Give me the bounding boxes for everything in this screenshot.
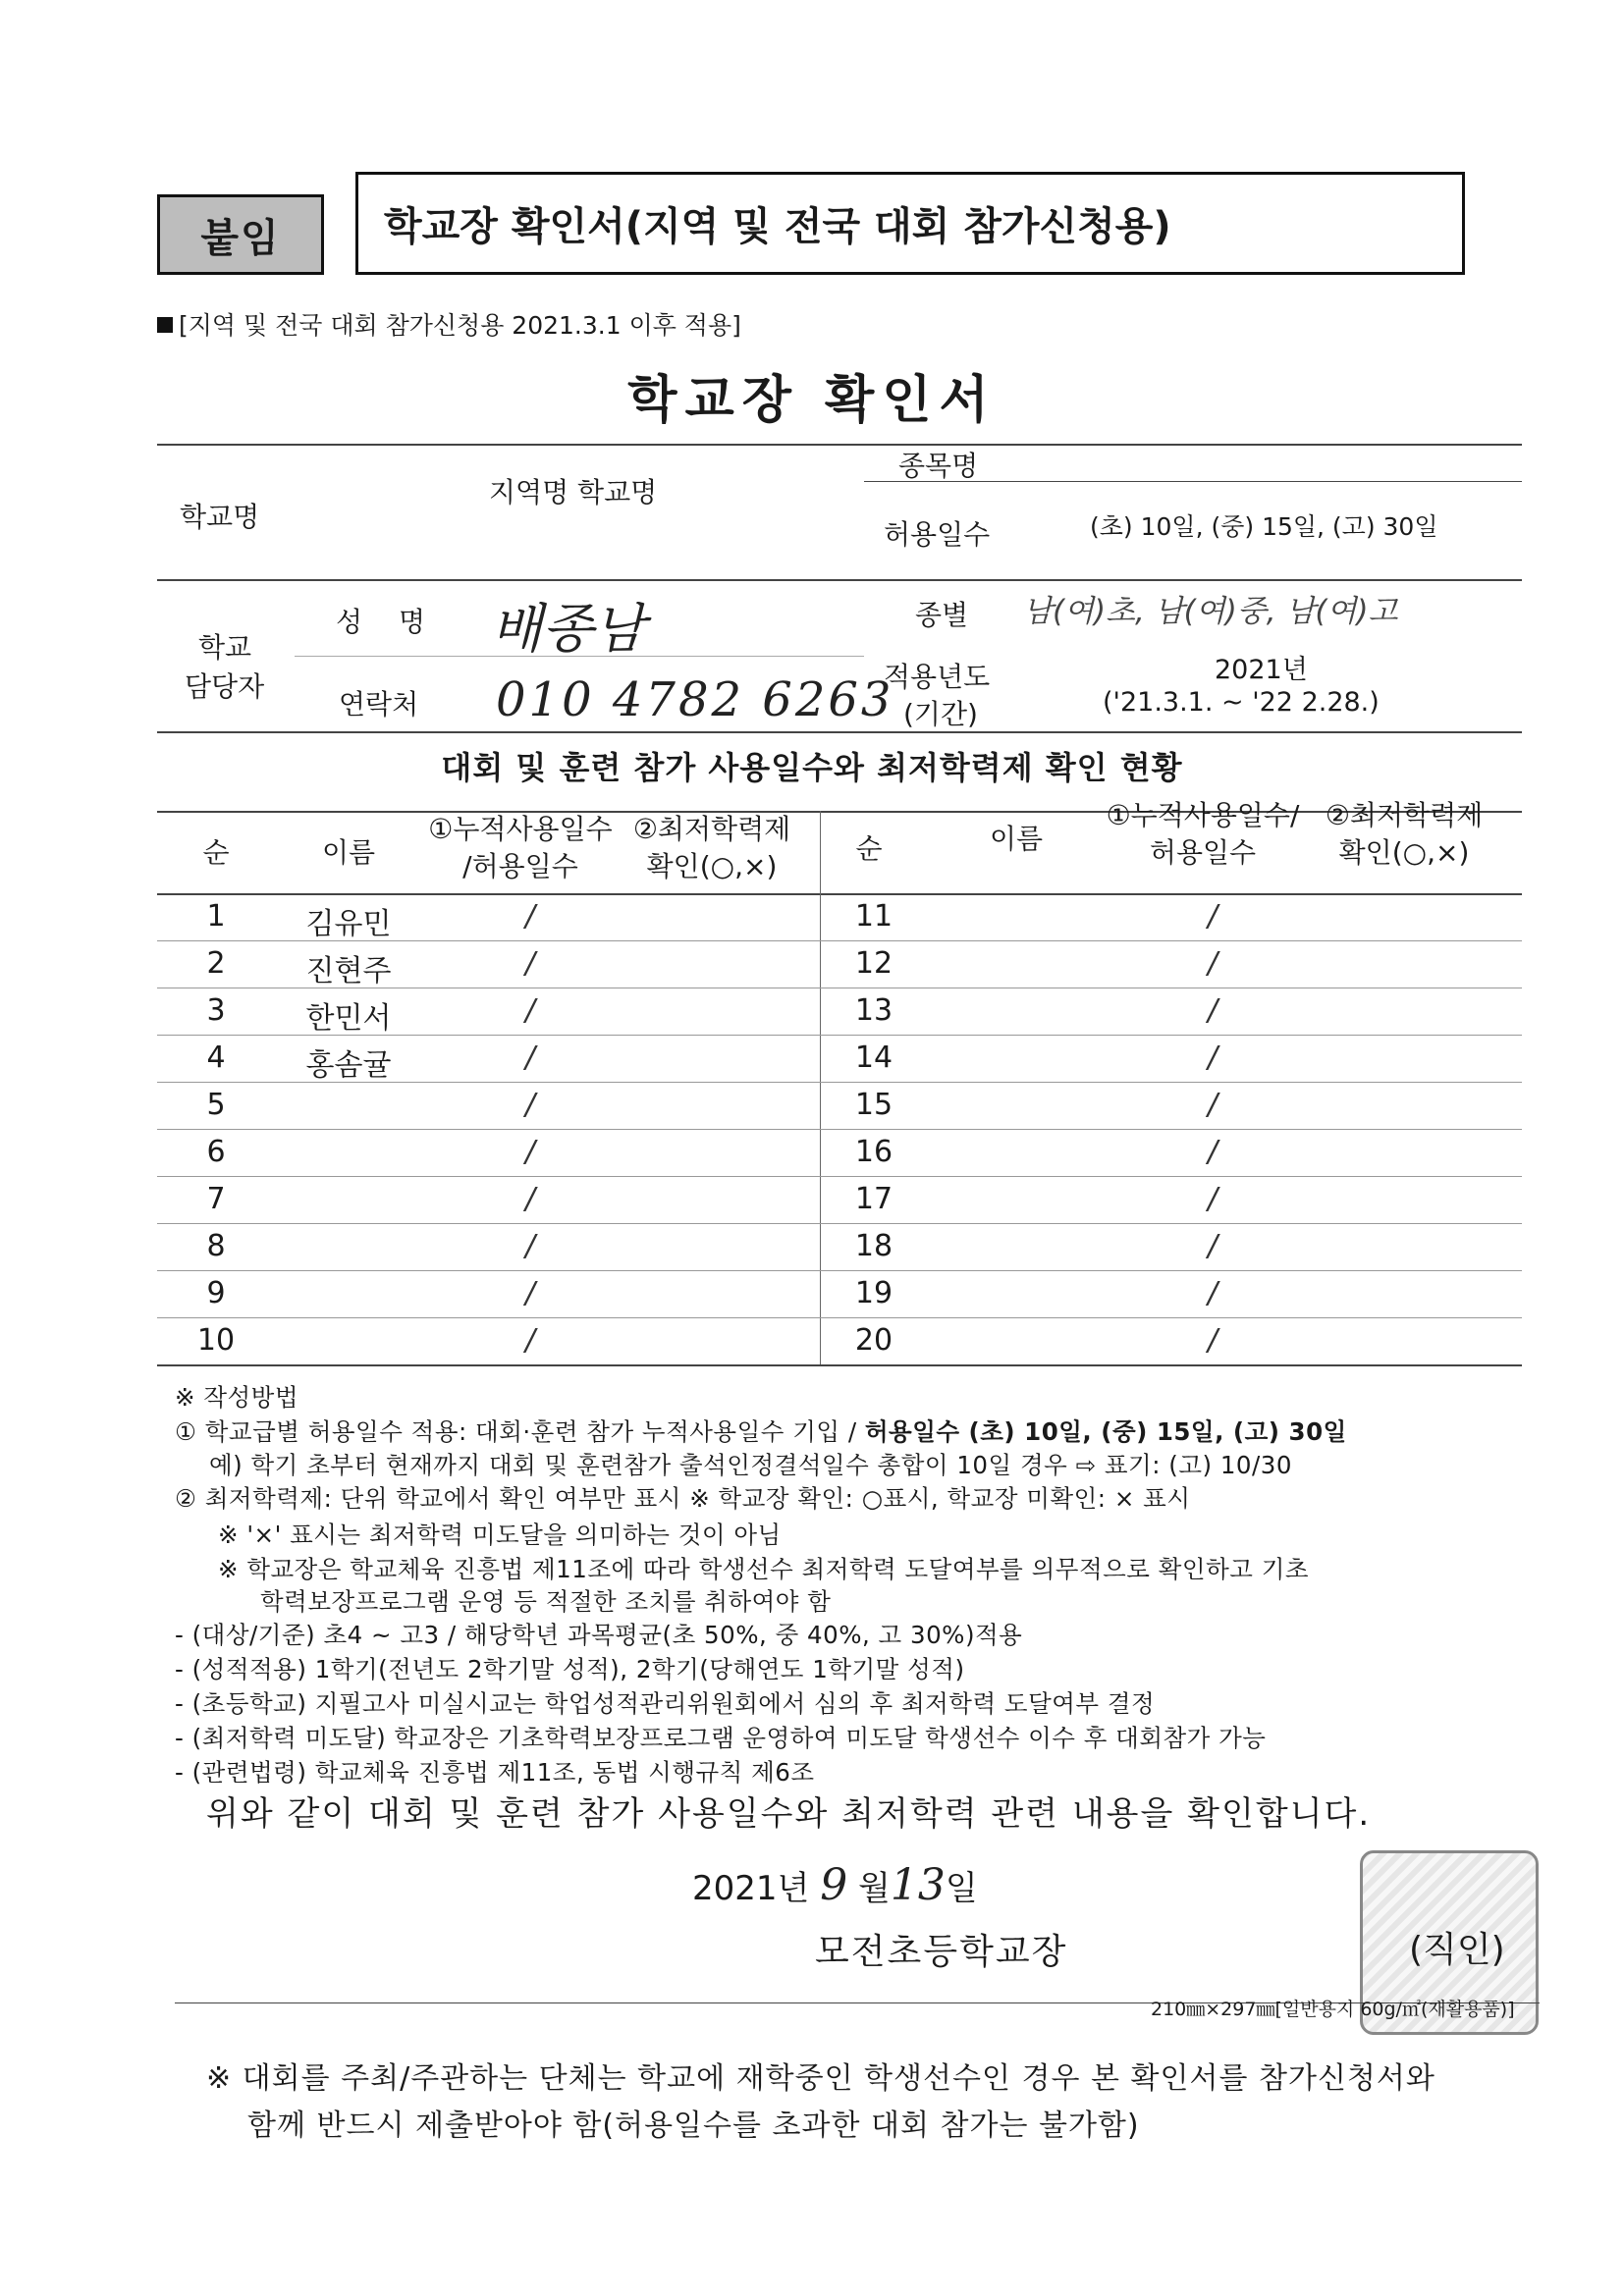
instruction-line-7: - (대상/기준) 초4 ~ 고3 / 해당학년 과목평균(초 50%, 중 40%, 고 30%)적용: [175, 1621, 1023, 1649]
year-value: 2021년: [1215, 655, 1308, 685]
row-number: 9: [206, 1276, 226, 1310]
instruction-line-6: 학력보장프로그램 운영 등 적절한 조치를 취하여야 함: [260, 1587, 832, 1616]
date-month-handwritten: 9: [820, 1860, 848, 1910]
row-number: 8: [206, 1229, 226, 1263]
manager-label-line2: 담당자: [185, 670, 265, 703]
info-top-border: [157, 444, 1522, 446]
manager-name-handwritten: 배종남: [491, 598, 645, 660]
date-day-unit: 일: [945, 1869, 978, 1908]
row-divider: [157, 1129, 1522, 1130]
instruction-line-1a: ① 학교급별 허용일수 적용: 대회·훈련 참가 누적사용일수 기입 /: [175, 1417, 865, 1446]
used-days-cell: /: [1208, 946, 1218, 981]
header-no-right: 순: [855, 832, 883, 865]
instructions-title: ※ 작성방법: [175, 1383, 298, 1412]
attachment-label: 붙임: [157, 194, 324, 275]
year-period: ('21.3.1. ~ '22 2.28.): [1103, 687, 1380, 718]
instruction-line-8: - (성적적용) 1학기(전년도 2학기말 성적), 2학기(당해연도 1학기말 성적): [175, 1655, 965, 1683]
row-number: 16: [854, 1135, 893, 1169]
year-label-line1: 적용년도: [884, 661, 991, 693]
used-days-cell: /: [1208, 993, 1218, 1028]
row-number: 12: [854, 946, 893, 981]
header-used-left-line1: ①누적사용일수: [428, 813, 613, 845]
submission-note-line2: 함께 반드시 제출받아야 함(허용일수를 초과한 대회 참가는 불가함): [247, 2109, 1140, 2143]
principal-title: 모전초등학교장: [815, 1932, 1068, 1972]
row-divider: [157, 1270, 1522, 1271]
header-used-left: [422, 811, 619, 885]
contact-handwritten: 010 4782 6263: [496, 672, 894, 727]
instruction-line-4: ※ '×' 표시는 최저학력 미도달을 의미하는 것이 아님: [218, 1521, 782, 1549]
used-days-cell: /: [1208, 1323, 1218, 1358]
header-used-right-line1: ①누적사용일수/: [1106, 799, 1300, 831]
used-days-cell: /: [1208, 1276, 1218, 1310]
header-used-right-line2: 허용일수: [1149, 836, 1257, 869]
instruction-line-1: [175, 1414, 1347, 1448]
used-days-cell: /: [525, 1323, 536, 1358]
usage-section-title: 대회 및 훈련 참가 사용일수와 최저학력제 확인 현황: [441, 749, 1183, 786]
student-name: 한민서: [305, 1001, 392, 1036]
row-number: 18: [854, 1229, 893, 1263]
signing-date: [692, 1860, 978, 1910]
row-divider: [157, 1317, 1522, 1318]
paper-spec: 210㎜×297㎜[일반용지 60g/㎡(재활용품)]: [1151, 1999, 1515, 2020]
applicability-notice: [157, 306, 741, 342]
used-days-cell: /: [525, 1229, 536, 1263]
row-divider: [157, 1176, 1522, 1177]
student-name: 진현주: [305, 954, 392, 988]
header-check-right-line1: ②최저학력제: [1325, 799, 1484, 831]
header-check-right-line2: 확인(○,×): [1338, 836, 1470, 869]
used-days-cell: /: [525, 1182, 536, 1216]
header-check-left-line1: ②최저학력제: [632, 813, 791, 845]
used-days-cell: /: [525, 899, 536, 934]
row-number: 6: [206, 1135, 226, 1169]
allowed-days-label: 허용일수: [884, 518, 991, 551]
row-number: 11: [854, 899, 893, 934]
row-number: 2: [206, 946, 226, 981]
square-bullet-icon: [157, 317, 173, 333]
used-days-cell: /: [525, 946, 536, 981]
gender-value: 남(여)초, 남(여)중, 남(여)고: [1023, 594, 1398, 629]
header-no-left: 순: [202, 836, 230, 869]
used-days-cell: /: [525, 1276, 536, 1310]
instruction-line-11: - (관련법령) 학교체육 진흥법 제11조, 동법 시행규칙 제6조: [175, 1758, 815, 1787]
date-month-unit: 월: [858, 1869, 891, 1908]
student-name: 김유민: [305, 907, 392, 941]
form-box-title: 학교장 확인서(지역 및 전국 대회 참가신청용): [355, 172, 1465, 275]
used-days-cell: /: [525, 993, 536, 1028]
date-year: 2021년: [692, 1869, 810, 1908]
used-days-cell: /: [1208, 1229, 1218, 1263]
row-number: 15: [854, 1088, 893, 1122]
row-number: 20: [854, 1323, 893, 1358]
instruction-line-2: 예) 학기 초부터 현재까지 대회 및 훈련참가 출석인정결석일수 총합이 10일 경우 ⇨ 표기: (고) 10/30: [209, 1451, 1292, 1479]
seal-label: (직인): [1409, 1930, 1505, 1970]
row-number: 5: [206, 1088, 226, 1122]
header-used-right: [1100, 797, 1306, 872]
usage-table-center-divider: [820, 811, 821, 1364]
header-check-left-line2: 확인(○,×): [646, 850, 778, 882]
row-number: 3: [206, 993, 226, 1028]
info-mid-border: [157, 579, 1522, 581]
header-name-right: 이름: [989, 823, 1044, 855]
usage-table-bottom-border: [157, 1364, 1522, 1366]
used-days-cell: /: [1208, 899, 1218, 934]
school-name-label: 학교명: [180, 501, 260, 533]
event-label: 종목명: [898, 450, 979, 482]
used-days-cell: /: [1208, 1182, 1218, 1216]
instruction-line-5: ※ 학교장은 학교체육 진흥법 제11조에 따라 학생선수 최저학력 도달여부를 의무적으로 확인하고 기초: [218, 1555, 1310, 1583]
instruction-line-1b: 허용일수 (초) 10일, (중) 15일, (고) 30일: [864, 1417, 1347, 1446]
used-days-cell: /: [1208, 1041, 1218, 1075]
row-number: 14: [854, 1041, 893, 1075]
row-number: 13: [854, 993, 893, 1028]
used-days-cell: /: [525, 1088, 536, 1122]
row-divider: [157, 1223, 1522, 1224]
manager-label-line1: 학교: [198, 631, 252, 664]
row-number: 10: [196, 1323, 236, 1358]
row-number: 4: [206, 1041, 226, 1075]
manager-name-label: 성 명: [336, 606, 439, 638]
used-days-cell: /: [1208, 1088, 1218, 1122]
confirmation-statement: 위와 같이 대회 및 훈련 참가 사용일수와 최저학력 관련 내용을 확인합니다.: [206, 1794, 1372, 1834]
submission-note-line1: ※ 대회를 주최/주관하는 단체는 학교에 재학중인 학생선수인 경우 본 확인서를 참가신청서와: [206, 2061, 1435, 2096]
used-days-cell: /: [525, 1135, 536, 1169]
row-number: 1: [206, 899, 226, 934]
row-number: 17: [854, 1182, 893, 1216]
header-used-left-line2: /허용일수: [462, 850, 578, 882]
school-name-value: 지역명 학교명: [489, 476, 658, 508]
instruction-line-10: - (최저학력 미도달) 학교장은 기초학력보장프로그램 운영하여 미도달 학생선수 이수 후 대회참가 가능: [175, 1724, 1267, 1752]
row-number: 7: [206, 1182, 226, 1216]
page-title: 학교장 확인서: [627, 371, 997, 430]
gender-label: 종별: [915, 599, 969, 631]
header-check-left: [619, 811, 805, 885]
notice-text: [지역 및 전국 대회 참가신청용 2021.3.1 이후 적용]: [179, 311, 741, 340]
header-name-left: 이름: [321, 836, 376, 869]
usage-table-header-border: [157, 893, 1522, 895]
header-check-right: [1311, 797, 1497, 872]
student-name: 홍솜귤: [305, 1048, 392, 1083]
info-bottom-border: [157, 731, 1522, 733]
row-number: 19: [854, 1276, 893, 1310]
contact-label: 연락처: [339, 688, 419, 721]
year-label-line2: (기간): [903, 698, 978, 730]
instruction-line-9: - (초등학교) 지필고사 미실시교는 학업성적관리위원회에서 심의 후 최저학력 도달여부 결정: [175, 1689, 1156, 1718]
used-days-cell: /: [1208, 1135, 1218, 1169]
instruction-line-3: ② 최저학력제: 단위 학교에서 확인 여부만 표시 ※ 학교장 확인: ○표시, 학교장 미확인: × 표시: [175, 1484, 1191, 1513]
allowed-days-value: (초) 10일, (중) 15일, (고) 30일: [1090, 512, 1438, 541]
date-day-handwritten: 13: [890, 1860, 946, 1910]
used-days-cell: /: [525, 1041, 536, 1075]
